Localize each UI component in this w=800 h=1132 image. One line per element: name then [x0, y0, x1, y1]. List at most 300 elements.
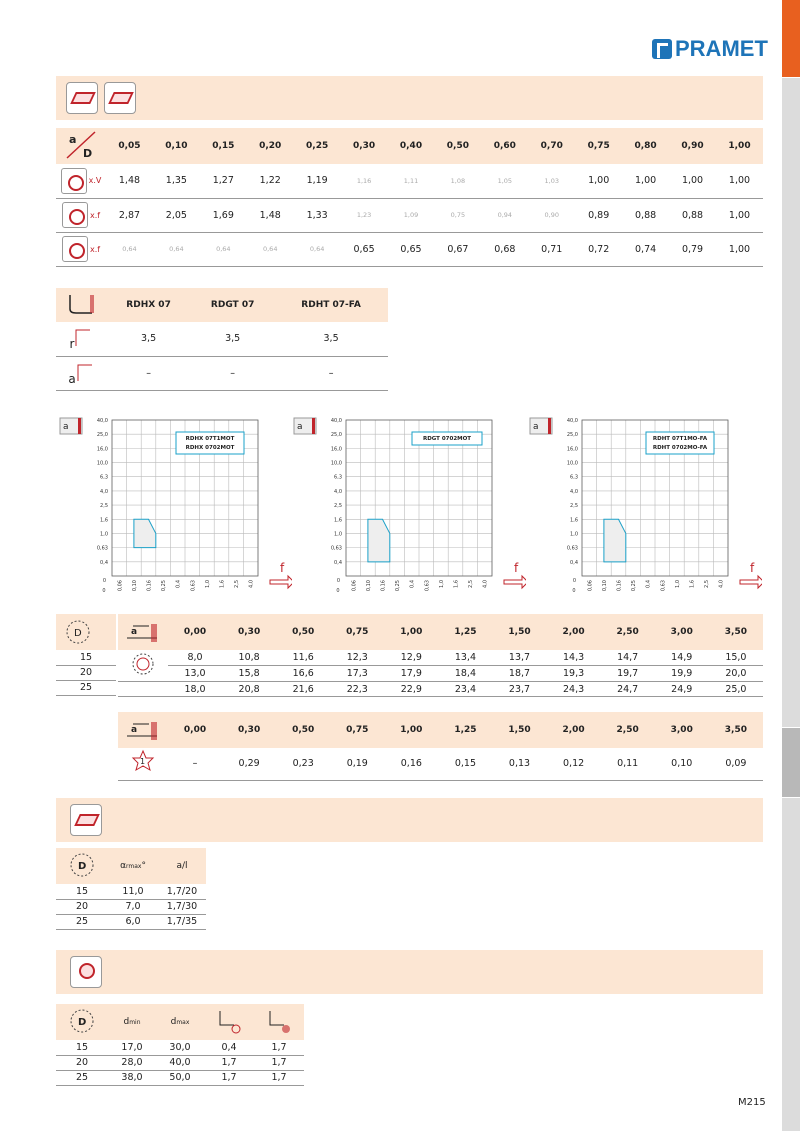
- column-header: 3,50: [724, 725, 747, 735]
- column-header: 0,20: [259, 141, 282, 151]
- spacer: [118, 682, 168, 697]
- x-tick-label: 1,0: [204, 580, 211, 588]
- column-header: 0,40: [399, 141, 423, 151]
- ramping-table: [56, 848, 206, 930]
- helical-interpolation-icon: [70, 956, 102, 988]
- x-axis-label: f: [750, 561, 755, 575]
- svg-text:D: D: [78, 860, 87, 872]
- x-axis-label: f: [280, 561, 285, 575]
- y-tick-label: 10,0: [330, 460, 342, 467]
- x-tick-label: 1,0: [674, 580, 681, 588]
- table-cell: 13,7: [508, 652, 531, 664]
- column-header: 3,50: [724, 627, 747, 637]
- d-label: D: [83, 146, 93, 160]
- table-cell: 0,67: [447, 243, 469, 255]
- table-cell: 0,65: [353, 243, 375, 255]
- y-tick-label: 0,4: [570, 559, 578, 566]
- y-tick-label: 0: [336, 578, 340, 584]
- y-tick-label: 0,63: [566, 545, 578, 552]
- column-header: 0,25: [306, 141, 329, 151]
- table-cell: 2,87: [118, 209, 141, 221]
- ap-icon-edge: [312, 418, 315, 434]
- d-eff-icon: [118, 650, 168, 682]
- x-tick-label: 0,63: [190, 580, 197, 592]
- table-cell: 2,05: [165, 209, 187, 221]
- table-cell: 12,9: [400, 652, 422, 664]
- table-cell: 15,8: [238, 668, 260, 680]
- table-cell: 0,12: [563, 758, 585, 770]
- column-header: 0,50: [446, 141, 470, 151]
- y-axis-label: a: [533, 422, 539, 432]
- column-header: 1,50: [508, 725, 531, 735]
- table-cell: 1,7: [271, 1057, 287, 1068]
- table-cell: 1,19: [306, 175, 328, 187]
- table-cell: 0,74: [635, 243, 657, 255]
- row-label: r: [69, 337, 75, 352]
- y-tick-label: 6,3: [100, 474, 108, 481]
- y-tick-label: 1,6: [334, 517, 342, 524]
- table-cell: –: [230, 367, 236, 379]
- table-cell: 20: [75, 901, 89, 912]
- y-tick-label: 40,0: [566, 418, 578, 424]
- y-tick-label: 0,63: [96, 545, 108, 552]
- column-header: 0,15: [212, 141, 235, 151]
- column-header: 0,05: [118, 141, 141, 151]
- x-tick-label: 0,4: [409, 580, 416, 588]
- insert-label: RDHX 07T1MOT: [185, 436, 235, 442]
- table-cell: 0,11: [617, 758, 639, 770]
- table-cell: 21,6: [292, 683, 314, 695]
- table-cell: 0,29: [238, 758, 260, 770]
- table-cell: 13,4: [454, 652, 476, 664]
- row-label: x.V: [88, 176, 102, 186]
- side-tab-current[interactable]: [782, 728, 800, 798]
- column-header: 0,80: [634, 141, 657, 151]
- x-tick-label: 0,16: [616, 580, 623, 592]
- ap-icon: [118, 712, 168, 748]
- column-header: 0,60: [493, 141, 516, 151]
- table-cell: 11,0: [122, 885, 144, 897]
- y-tick-label: 16,0: [566, 446, 578, 453]
- column-header: 0,75: [587, 141, 610, 151]
- table-cell: 18,4: [454, 668, 476, 680]
- table-cell: 0,72: [588, 243, 610, 255]
- x-zero-label: 0: [572, 588, 576, 594]
- side-tab-active[interactable]: [782, 0, 800, 78]
- table-cell: 18,7: [508, 668, 531, 680]
- row-label: x.f: [89, 210, 101, 220]
- x-tick-label: 0,25: [161, 580, 168, 592]
- table-cell: 1,05: [497, 176, 513, 185]
- y-tick-label: 1,6: [100, 517, 108, 524]
- table-cell: 25: [75, 916, 89, 927]
- chart-rdgt: [290, 412, 526, 596]
- column-header: 0,90: [681, 141, 704, 151]
- xf-icon-glyph: [62, 236, 88, 262]
- table-cell: 1,7: [221, 1072, 237, 1083]
- brand-name: PRAMET: [675, 36, 768, 61]
- table-cell: 15,0: [725, 652, 747, 664]
- table-cell: 3,5: [323, 333, 339, 345]
- ap-max-dmax-icon: [254, 1004, 304, 1040]
- table-row: [56, 650, 116, 665]
- table-cell: 38,0: [121, 1072, 143, 1083]
- y-tick-label: 0: [102, 578, 106, 584]
- table-cell: 0,68: [494, 243, 516, 255]
- ap-length-label: a: [176, 861, 182, 871]
- insert-label: RDHT 0702MO-FA: [652, 445, 708, 451]
- column-header: 3,00: [670, 627, 693, 637]
- column-header: 0,00: [183, 627, 207, 637]
- ramp-angle-label: α: [120, 861, 126, 871]
- svg-text:D: D: [74, 628, 82, 639]
- table-cell: 30,0: [169, 1041, 191, 1053]
- table-cell: 19,7: [617, 668, 639, 680]
- table-row: [56, 1040, 304, 1055]
- dmin-label: d: [123, 1017, 130, 1027]
- x-tick-label: 0,63: [424, 580, 431, 592]
- table-cell: 17,0: [121, 1041, 143, 1053]
- column-header: 1,00: [400, 725, 423, 735]
- table-cell: 0,10: [671, 758, 693, 770]
- table-cell: 1,7/35: [166, 916, 198, 927]
- table-cell: 1,00: [635, 175, 657, 187]
- application-area: [368, 519, 390, 562]
- x-tick-label: 0,10: [601, 580, 608, 592]
- column-header: 1,25: [454, 627, 477, 637]
- y-tick-label: 16,0: [96, 446, 108, 453]
- column-header: 2,00: [562, 627, 585, 637]
- diameter-value: 15: [79, 651, 93, 663]
- table-cell: 1,08: [450, 176, 466, 185]
- corner-radius-icon: [56, 322, 106, 356]
- table-cell: 0,90: [544, 211, 559, 219]
- dmax-label: d: [170, 1017, 177, 1027]
- x-tick-label: 0,16: [146, 580, 153, 592]
- table-cell: 0,94: [497, 211, 513, 219]
- table-cell: 25: [75, 1072, 89, 1083]
- column-header: 1,00: [728, 141, 751, 151]
- table-cell: 0,64: [216, 245, 231, 253]
- column-header: 1,25: [454, 725, 477, 735]
- table-cell: 18,0: [184, 683, 206, 695]
- diameter-value: 20: [79, 667, 93, 678]
- table-cell: 1,03: [544, 176, 559, 185]
- table-cell: 0,16: [400, 758, 422, 770]
- ramp-angle-unit: °: [141, 861, 146, 871]
- column-header: 0,10: [165, 141, 188, 151]
- x-tick-label: 2,5: [468, 580, 475, 588]
- section-band-helical: [56, 950, 763, 994]
- table-row: [56, 322, 388, 356]
- column-header: 2,50: [616, 725, 639, 735]
- table-cell: 15: [75, 885, 89, 897]
- table-cell: 10,8: [238, 652, 260, 664]
- y-tick-label: 25,0: [96, 432, 108, 439]
- y-tick-label: 25,0: [566, 432, 578, 439]
- x-tick-label: 1,6: [689, 580, 696, 588]
- table-cell: 25,0: [725, 683, 747, 695]
- application-area: [604, 519, 626, 562]
- svg-text:a: a: [131, 626, 138, 637]
- table-cell: 0,64: [262, 245, 278, 253]
- table-cell: 7,0: [125, 901, 141, 912]
- svg-text:D: D: [78, 1016, 87, 1028]
- corner-icon: [56, 288, 106, 322]
- x-tick-label: 0,10: [365, 580, 372, 592]
- table-cell: 14,9: [671, 652, 693, 664]
- table-cell: 1,00: [681, 175, 704, 187]
- table-row: [118, 666, 763, 682]
- y-tick-label: 25,0: [330, 432, 342, 439]
- ap-icon-edge: [78, 418, 81, 434]
- table-cell: 1,27: [212, 175, 234, 187]
- x-tick-label: 0,4: [175, 580, 182, 588]
- table-cell: 0,09: [725, 758, 747, 770]
- table-cell: 23,7: [508, 683, 531, 695]
- table-cell: 1,7/20: [166, 885, 198, 897]
- column-header: 0,30: [352, 141, 376, 151]
- x-tick-label: 0,10: [131, 580, 138, 592]
- diameter-list: [56, 650, 116, 696]
- table-cell: 40,0: [169, 1057, 191, 1068]
- x-tick-label: 0,63: [660, 580, 667, 592]
- face-milling-icon: [66, 82, 98, 114]
- table-cell: 0,79: [681, 243, 704, 255]
- table-cell: 1,23: [356, 211, 372, 219]
- x-tick-label: 0,4: [645, 580, 652, 588]
- column-header: 0,75: [346, 725, 369, 735]
- column-header: RDGT 07: [210, 300, 255, 310]
- table-row: [56, 356, 388, 390]
- table-row: [118, 682, 763, 697]
- pramet-logo-icon: [652, 39, 672, 59]
- table-cell: 1,35: [165, 175, 187, 187]
- table-cell: 1,7: [271, 1041, 287, 1053]
- xf-icon-glyph: [62, 202, 88, 228]
- column-header: RDHX 07: [126, 300, 171, 310]
- table-row: [56, 899, 206, 914]
- svg-text:a: a: [131, 724, 138, 735]
- x-zero-label: 0: [336, 588, 340, 594]
- x-tick-label: 4,0: [248, 580, 255, 588]
- y-tick-label: 6,3: [334, 474, 342, 481]
- column-header: 0,50: [292, 725, 315, 735]
- table-cell: 22,3: [346, 683, 368, 695]
- column-header: 0,75: [346, 627, 369, 637]
- x-tick-label: 0,16: [380, 580, 387, 592]
- y-tick-label: 0: [572, 578, 576, 584]
- brand-logo: [652, 36, 768, 62]
- y-axis-label: a: [297, 422, 303, 432]
- table-cell: 0,88: [681, 209, 704, 221]
- table-cell: 1,33: [306, 209, 328, 221]
- column-header: 0,30: [238, 627, 261, 637]
- y-tick-label: 10,0: [566, 460, 578, 467]
- side-tab[interactable]: [782, 798, 800, 1132]
- ap-length-suffix: /l: [181, 861, 188, 871]
- table-row: [118, 650, 763, 666]
- dmin-sub: min: [129, 1019, 141, 1026]
- section-band-milling: [56, 76, 763, 120]
- table-cell: 20,8: [238, 683, 260, 695]
- x-tick-label: 1,0: [438, 580, 445, 588]
- table-row: [56, 914, 206, 929]
- table-cell: 0,89: [588, 209, 610, 221]
- ramp-angle-header: [108, 848, 158, 884]
- feed-table: [118, 712, 763, 781]
- column-header: 3,00: [670, 725, 693, 735]
- table-cell: 19,9: [671, 668, 693, 680]
- diameter-value: 25: [79, 682, 93, 693]
- table-cell: 1,69: [212, 209, 234, 221]
- table-cell: 0,13: [508, 758, 531, 770]
- table-row: [56, 1070, 304, 1085]
- x-tick-label: 0,06: [587, 580, 594, 592]
- ap-length-header: [158, 848, 206, 884]
- x-tick-label: 1,6: [453, 580, 460, 588]
- x-tick-label: 0,25: [395, 580, 402, 592]
- table-cell: 0,15: [454, 758, 476, 770]
- table-row: [118, 748, 763, 780]
- insert-geometry-table: [56, 288, 388, 391]
- diameter-icon: [56, 848, 108, 884]
- chamfer-icon: [56, 356, 106, 390]
- column-header: 0,00: [183, 725, 207, 735]
- column-header: 1,50: [508, 627, 531, 637]
- table-cell: –: [146, 367, 151, 379]
- table-cell: 3,5: [225, 333, 241, 345]
- table-cell: 20,0: [725, 668, 747, 680]
- table-row: [56, 164, 763, 198]
- shoulder-milling-icon: [104, 82, 136, 114]
- table-cell: 17,3: [346, 668, 368, 680]
- x-tick-label: 4,0: [718, 580, 725, 588]
- table-cell: 14,3: [563, 652, 585, 664]
- page-number: M215: [738, 1097, 766, 1108]
- y-tick-label: 0,4: [334, 559, 342, 566]
- y-tick-label: 1,0: [570, 531, 578, 538]
- column-header: 0,70: [540, 141, 563, 151]
- table-row: [56, 665, 116, 680]
- y-tick-label: 0,4: [100, 559, 108, 566]
- table-cell: 50,0: [169, 1072, 191, 1083]
- table-cell: 20: [75, 1057, 89, 1068]
- table-cell: 24,3: [563, 683, 585, 695]
- table-cell: 8,0: [187, 652, 203, 664]
- y-tick-label: 2,5: [570, 503, 578, 510]
- table-cell: 0,4: [221, 1041, 237, 1053]
- ap-icon-edge: [548, 418, 551, 434]
- table-row: [56, 198, 763, 232]
- table-cell: 13,0: [184, 668, 206, 680]
- x-tick-label: 0,25: [631, 580, 638, 592]
- feed-per-tooth-icon: [118, 748, 168, 780]
- column-header: 2,50: [616, 627, 639, 637]
- y-tick-label: 4,0: [100, 488, 108, 495]
- column-header: 0,30: [238, 725, 261, 735]
- dmin-header: [108, 1004, 156, 1040]
- table-cell: 24,9: [671, 683, 693, 695]
- diameter-icon: [56, 1004, 108, 1040]
- x-tick-label: 0,06: [351, 580, 358, 592]
- x-tick-label: 1,6: [219, 580, 226, 588]
- y-tick-label: 0,63: [330, 545, 342, 552]
- table-row: [56, 232, 763, 266]
- ap-d-icon: [56, 128, 106, 164]
- table-cell: 1,22: [259, 175, 281, 187]
- table-cell: 15: [75, 1041, 89, 1053]
- table-cell: 23,4: [454, 683, 476, 695]
- xv-icon: [56, 164, 106, 198]
- y-tick-label: 1,6: [570, 517, 578, 524]
- column-header: RDHT 07-FA: [301, 300, 361, 310]
- application-area: [134, 519, 156, 547]
- dmax-header: [156, 1004, 204, 1040]
- table-cell: 1,7: [271, 1072, 287, 1083]
- table-cell: 1,00: [728, 175, 751, 187]
- chart-rdht: [526, 412, 762, 596]
- insert-label: RDHX 0702MOT: [185, 445, 235, 451]
- helical-table: [56, 1004, 304, 1086]
- y-tick-label: 4,0: [334, 488, 342, 495]
- table-cell: 1,00: [728, 209, 751, 221]
- table-cell: 1,7: [221, 1057, 237, 1068]
- x-tick-label: 4,0: [482, 580, 489, 588]
- diameter-header: [56, 614, 116, 650]
- dmax-sub: max: [176, 1019, 190, 1026]
- y-tick-label: 6,3: [570, 474, 578, 481]
- svg-text:1: 1: [140, 757, 146, 767]
- y-tick-label: 40,0: [330, 418, 342, 424]
- table-cell: 0,64: [122, 245, 137, 253]
- table-cell: 11,6: [292, 652, 314, 664]
- row-label: a: [68, 371, 76, 386]
- side-tab[interactable]: [782, 78, 800, 728]
- table-cell: –: [192, 758, 198, 770]
- table-cell: 6,0: [125, 916, 141, 927]
- y-tick-label: 16,0: [330, 446, 342, 453]
- column-header: 2,00: [562, 725, 585, 735]
- table-cell: 0,19: [346, 758, 368, 770]
- y-tick-label: 4,0: [570, 488, 578, 495]
- f-arrow-icon: [504, 576, 526, 588]
- y-tick-label: 1,0: [100, 531, 108, 538]
- y-tick-label: 2,5: [334, 503, 342, 510]
- table-cell: 16,6: [292, 668, 314, 680]
- x-tick-label: 0,06: [117, 580, 124, 592]
- table-cell: 1,09: [403, 211, 419, 219]
- table-cell: 1,00: [728, 243, 751, 255]
- f-arrow-icon: [270, 576, 292, 588]
- y-tick-label: 2,5: [100, 503, 108, 510]
- table-cell: 24,7: [617, 683, 639, 695]
- ramp-angle-sub: rmax: [126, 863, 142, 870]
- table-cell: 1,16: [356, 176, 372, 185]
- row-label: x.f: [89, 244, 101, 254]
- table-cell: 3,5: [141, 333, 157, 345]
- y-axis-label: a: [63, 422, 69, 432]
- table-cell: 0,65: [400, 243, 422, 255]
- xf-icon: [56, 232, 106, 266]
- xf-icon: [56, 198, 106, 232]
- diameter-table: [118, 614, 763, 697]
- insert-label: RDGT 0702MOT: [422, 436, 472, 442]
- table-cell: 22,9: [400, 683, 422, 695]
- table-cell: 12,3: [346, 652, 368, 664]
- table-row: [56, 884, 206, 899]
- ramping-icon: [70, 804, 102, 836]
